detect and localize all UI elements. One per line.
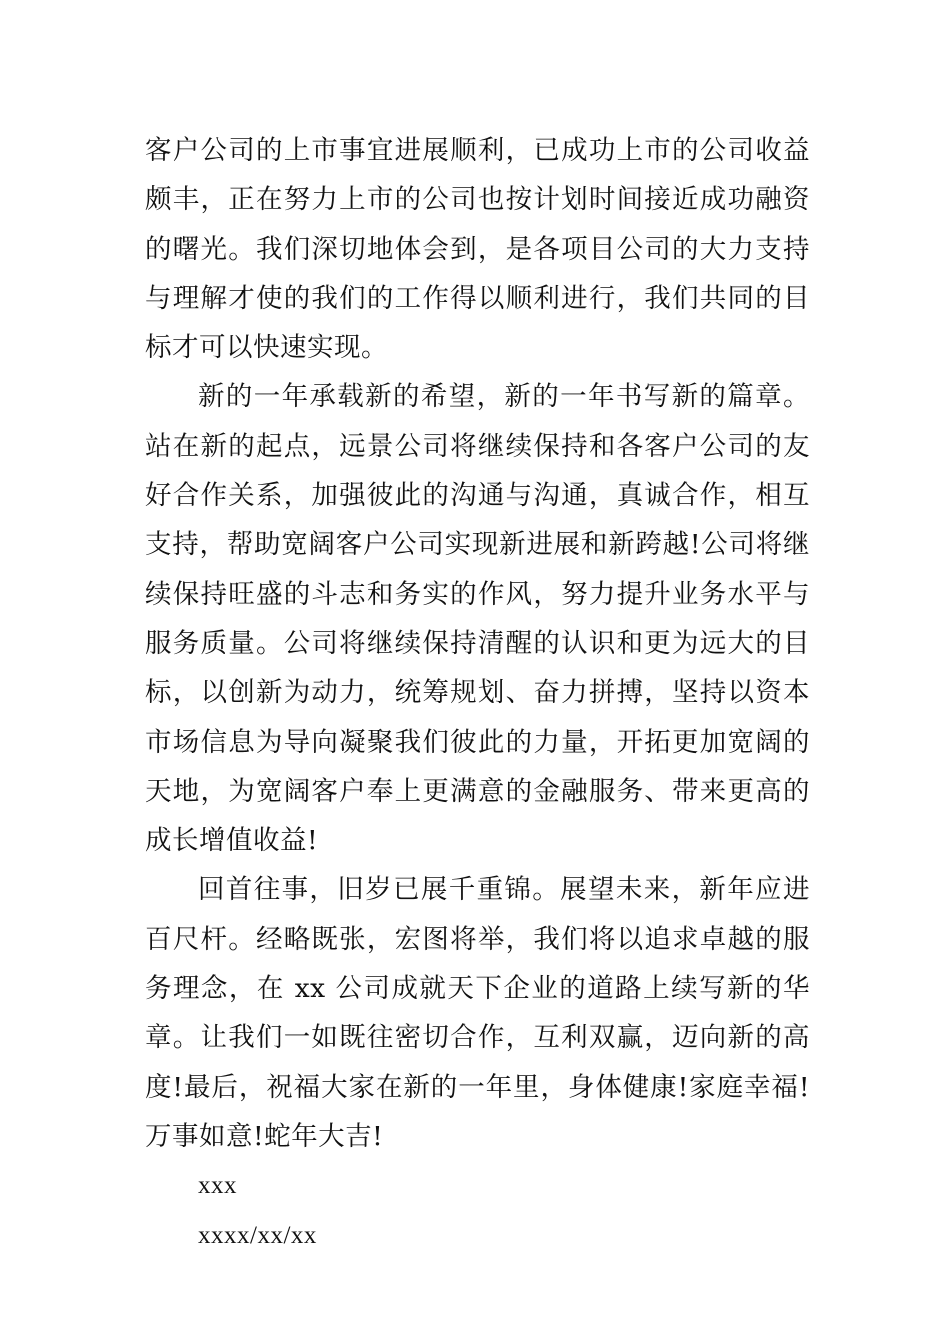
- signature-date: xxxx/xx/xx: [198, 1221, 317, 1249]
- paragraph-2: 新的一年承载新的希望，新的一年书写新的篇章。站在新的起点，远景公司将继续保持和各客户公司的友好合作关系，加强彼此的沟通与沟通，真诚合作，相互支持，帮助宽阔客户公司实现新进展和新跨越!公司将继续保持旺盛的斗志和务实的作风，努力提升业务水平与服务质量。公司将继续保持清醒的认识和更为远大的目标，以创新为动力，统筹规划、奋力拼搏，坚持以资本市场信息为导向凝聚我们彼此的力量，开拓更加宽阔的天地，为宽阔客户奉上更满意的金融服务、带来更高的成长增值收益!: [145, 381, 810, 857]
- paragraph-3: 回首往事，旧岁已展千重锦。展望未来，新年应进百尺杆。经略既张，宏图将举，我们将以追求卓越的服务理念，在 xx 公司成就天下企业的道路上续写新的华章。让我们一如既往密切合作，互利双赢，迈向新的高度!最后，祝福大家在新的一年里，身体健康!家庭幸福!万事如意!蛇年大吉!: [145, 874, 810, 1152]
- document-body: [145, 126, 810, 1260]
- paragraph-1: 客户公司的上市事宜进展顺利，已成功上市的公司收益颇丰，正在努力上市的公司也按计划时间接近成功融资的曙光。我们深切地体会到，是各项目公司的大力支持与理解才使的我们的工作得以顺利进行，我们共同的目标才可以快速实现。: [145, 135, 810, 364]
- signature-name: xxx: [198, 1172, 237, 1200]
